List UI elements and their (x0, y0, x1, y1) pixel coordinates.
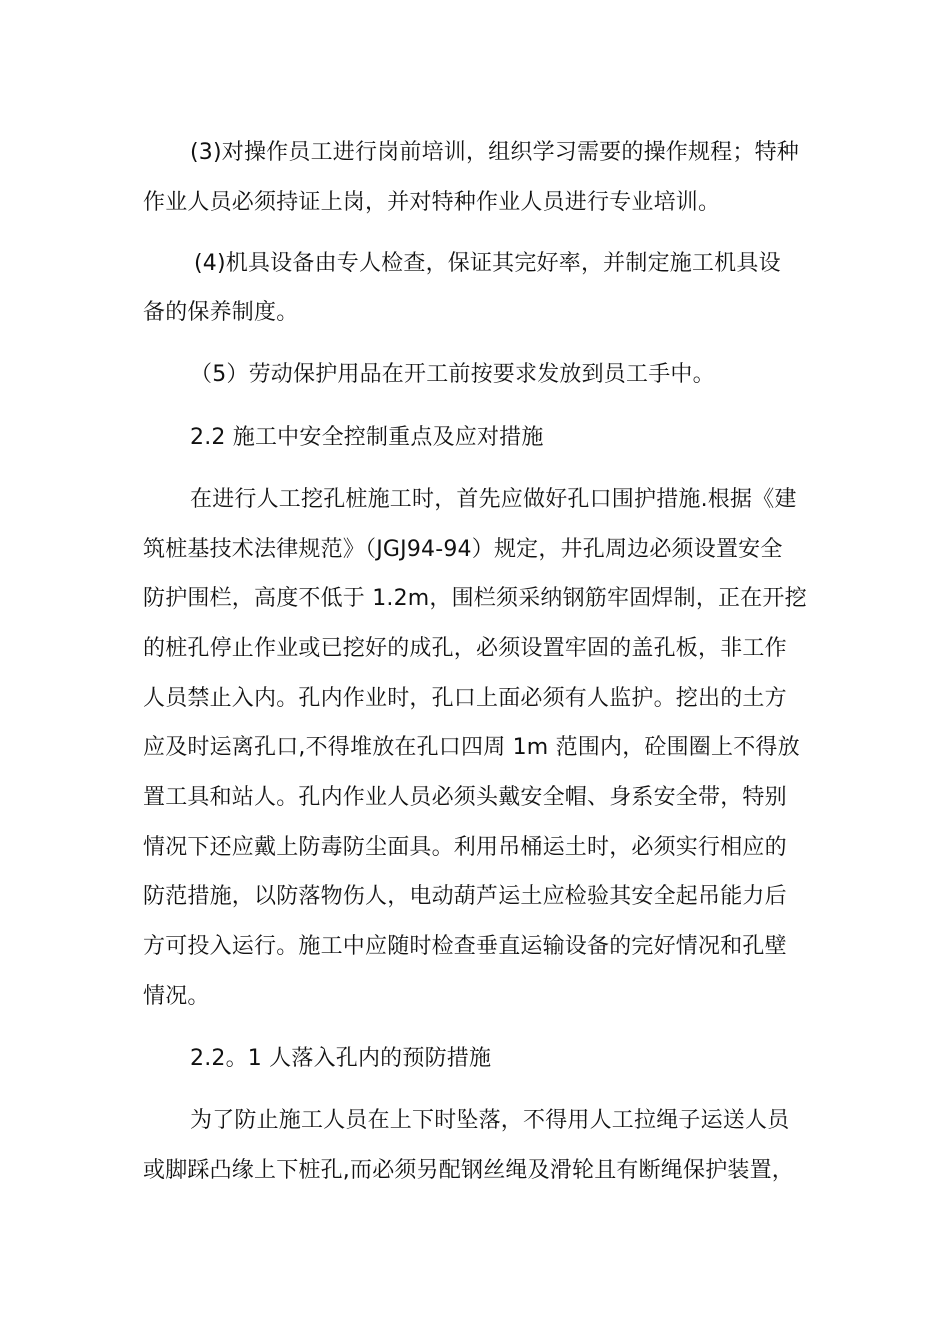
text-line: (4)机具设备由专人检查，保证其完好率，并制定施工机具设 (194, 251, 781, 276)
text-line: 应及时运离孔口,不得堆放在孔口四周 1m 范围内，砼围圈上不得放 (143, 735, 800, 760)
text-line: 在进行人工挖孔桩施工时，首先应做好孔口围护措施.根据《建 (190, 487, 797, 512)
text-line: 人员禁止入内。孔内作业时，孔口上面必须有人监护。挖出的土方 (143, 686, 787, 711)
text-line: 或脚踩凸缘上下桩孔,而必须另配钢丝绳及滑轮且有断绳保护装置， (143, 1158, 794, 1183)
text-line: 情况下还应戴上防毒防尘面具。利用吊桶运土时，必须实行相应的 (143, 835, 787, 860)
text-line: （5）劳动保护用品在开工前按要求发放到员工手中。 (190, 362, 715, 387)
text-line: 备的保养制度。 (143, 300, 299, 325)
section-heading: 2.2 施工中安全控制重点及应对措施 (190, 425, 544, 450)
text-line: 防范措施，以防落物伤人，电动葫芦运土应检验其安全起吊能力后 (143, 884, 787, 909)
text-line: 筑桩基技术法律规范》（JGJ94-94）规定，井孔周边必须设置安全 (143, 537, 783, 562)
section-heading: 2.2。1 人落入孔内的预防措施 (190, 1046, 492, 1071)
text-line: 作业人员必须持证上岗，并对特种作业人员进行专业培训。 (143, 190, 721, 215)
text-line: 情况。 (143, 984, 210, 1009)
text-line: 的桩孔停止作业或已挖好的成孔，必须设置牢固的盖孔板，非工作 (143, 636, 787, 661)
text-line: 防护围栏，高度不低于 1.2m，围栏须采纳钢筋牢固焊制，正在开挖 (143, 586, 807, 611)
text-line: 方可投入运行。施工中应随时检查垂直运输设备的完好情况和孔壁 (143, 934, 787, 959)
text-line: (3)对操作员工进行岗前培训，组织学习需要的操作规程；特种 (190, 140, 799, 165)
text-line: 为了防止施工人员在上下时坠落，不得用人工拉绳子运送人员 (190, 1108, 790, 1133)
text-line: 置工具和站人。孔内作业人员必须头戴安全帽、身系安全带，特别 (143, 785, 787, 810)
